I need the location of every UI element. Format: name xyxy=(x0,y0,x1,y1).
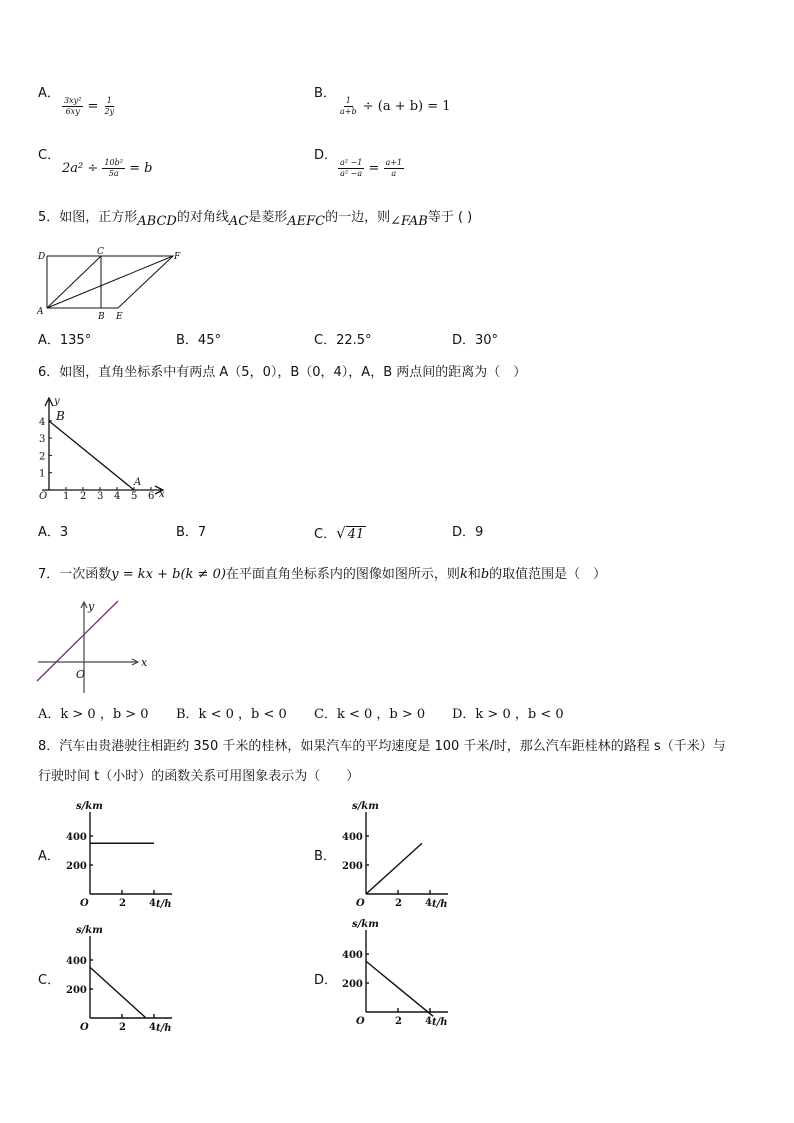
q8-graph-a xyxy=(62,800,192,912)
q7-origin: O xyxy=(76,668,86,681)
q5-label-f: F xyxy=(174,252,181,262)
q4-option-a: A． xyxy=(38,86,60,101)
q8-y-tick-label: 400 xyxy=(342,950,363,961)
q6-option-b: B．7 xyxy=(176,525,207,540)
q6-sqrt: √ 41 xyxy=(336,524,365,542)
q4-option-c: C． xyxy=(38,148,61,163)
q4-a-result: $\frac{1}{2y}$ xyxy=(104,96,115,116)
q4-d-result: $\frac{a+1}{a}$ xyxy=(385,158,403,178)
q6-point-b: B xyxy=(56,409,65,423)
q8-x-tick-label: 2 xyxy=(395,1016,402,1027)
q6-origin: O xyxy=(39,491,48,502)
q6-x-tick-label: 3 xyxy=(97,491,104,502)
q8-y-label: s/km xyxy=(76,801,103,812)
q5-label-e: E xyxy=(116,312,123,322)
q8-y-tick-label: 200 xyxy=(342,861,363,872)
q6-y-tick-label: 2 xyxy=(39,451,46,463)
q8-option-d-label: D． xyxy=(314,973,338,988)
q5-label-c: C xyxy=(97,247,104,257)
q8-x-tick-label: 4 xyxy=(425,1016,432,1027)
q4-d-fraction: $\frac{\text{a² −1}}{\text{a² −a}}$ xyxy=(340,158,363,178)
q8-question-line2: 行驶时间 t（小时）的函数关系可用图象表示为（ ） xyxy=(38,769,360,784)
q8-y-tick-label: 400 xyxy=(342,832,363,843)
q6-x-tick-label: 2 xyxy=(80,491,87,502)
q8-y-label: s/km xyxy=(352,919,379,930)
q8-x-tick-label: 4 xyxy=(149,1022,156,1033)
q5-option-c: C．22.5° xyxy=(314,333,372,348)
q7-option-a: A．k > 0 ，b > 0 xyxy=(38,707,149,722)
q8-origin: O xyxy=(80,1022,89,1033)
q7-option-b: B．k < 0 ，b < 0 xyxy=(176,707,287,722)
q4-option-c-expr: 2a² ÷ $\frac{\text{10b²}}{5a}$ = b xyxy=(62,158,153,178)
q7-option-d: D．k > 0 ，b < 0 xyxy=(452,707,564,722)
q6-figure xyxy=(34,394,170,502)
q8-option-c-label: C． xyxy=(38,973,61,988)
q6-y-tick-label: 4 xyxy=(39,416,46,428)
q8-graph-c xyxy=(62,924,192,1036)
q6-option-a: A．3 xyxy=(38,525,69,540)
q4-option-d-expr: $\frac{\text{a² −1}}{\text{a² −a}}$ = $\frac{a+1}{a}$ xyxy=(340,158,403,178)
q8-x-tick-label: 4 xyxy=(425,898,432,909)
q8-x-tick-label: 2 xyxy=(119,1022,126,1033)
q5-option-a: A．135° xyxy=(38,333,92,348)
q5-option-b: B．45° xyxy=(176,333,221,348)
q7-figure xyxy=(34,596,154,696)
q8-origin: O xyxy=(356,898,365,909)
q8-origin: O xyxy=(80,898,89,909)
q8-x-tick-label: 4 xyxy=(149,898,156,909)
q6-question: 6．如图，直角坐标系中有两点 A（5，0），B（0，4），A，B 两点间的距离为（ ） xyxy=(38,365,527,380)
q5-label-d: D xyxy=(38,252,46,262)
q8-x-label: t/h xyxy=(432,899,448,910)
q8-y-tick-label: 200 xyxy=(66,861,87,872)
q7-x-label: x xyxy=(141,656,148,669)
q8-graph-d xyxy=(338,918,468,1040)
q5-label-a: A xyxy=(37,307,44,317)
q6-option-c: C．√ 41 xyxy=(314,524,365,542)
q8-y-tick-label: 200 xyxy=(342,979,363,990)
q8-y-label: s/km xyxy=(76,925,103,936)
q6-y-label: y xyxy=(54,396,60,407)
q8-y-tick-label: 200 xyxy=(66,985,87,996)
q8-option-a-label: A． xyxy=(38,849,60,864)
q8-y-tick-label: 400 xyxy=(66,832,87,843)
q8-data-line xyxy=(366,843,422,894)
q5-figure xyxy=(34,246,194,322)
q7-y-label: y xyxy=(88,600,95,613)
q8-x-tick-label: 2 xyxy=(395,898,402,909)
q6-point-a: A xyxy=(134,477,142,488)
q5-question: 5．如图，正方形ABCD的对角线AC是菱形AEFC的一边，则∠FAB等于 ( ) xyxy=(38,210,473,229)
q8-x-tick-label: 2 xyxy=(119,898,126,909)
q8-data-line xyxy=(90,967,146,1018)
q8-data-line xyxy=(366,961,433,1016)
q8-x-label: t/h xyxy=(432,1017,448,1028)
q4-b-fraction: $\frac{1}{a+b}$ xyxy=(340,96,357,116)
q5-line-af xyxy=(47,256,173,308)
q5-label-b: B xyxy=(98,312,105,322)
q6-segment-ab xyxy=(49,421,134,490)
q8-x-label: t/h xyxy=(156,1023,172,1034)
q6-option-d: D．9 xyxy=(452,525,484,540)
q6-x-tick-label: 6 xyxy=(148,491,155,502)
q8-y-label: s/km xyxy=(352,801,379,812)
q6-x-tick-label: 5 xyxy=(131,491,138,502)
q4-option-d: D． xyxy=(314,148,338,163)
q7-option-c: C．k < 0 ，b > 0 xyxy=(314,707,426,722)
q4-option-b-expr: $\frac{1}{a+b}$ ÷ (a + b) = 1 xyxy=(340,96,451,116)
q6-x-tick-label: 1 xyxy=(63,491,70,502)
q8-graph-b xyxy=(338,800,468,912)
q8-question-line1: 8．汽车由贵港驶往相距约 350 千米的桂林，如果汽车的平均速度是 100 千米/时，那么汽车距桂林的路程 s（千米）与 xyxy=(38,739,726,754)
q8-x-label: t/h xyxy=(156,899,172,910)
q4-c-fraction: $\frac{\text{10b²}}{5a}$ xyxy=(104,158,123,178)
q4-a-fraction: $\frac{\text{3xy²}}{6xy}$ xyxy=(64,96,82,116)
q4-option-a-expr: $\frac{\text{3xy²}}{6xy}$ = $\frac{1}{2y}$ xyxy=(64,96,115,116)
q6-y-tick-label: 3 xyxy=(39,434,46,446)
q5-option-d: D．30° xyxy=(452,333,499,348)
q6-x-label: x xyxy=(159,489,165,500)
q8-option-b-label: B． xyxy=(314,849,336,864)
q8-origin: O xyxy=(356,1016,365,1027)
q8-y-tick-label: 400 xyxy=(66,956,87,967)
q6-y-tick-label: 1 xyxy=(39,468,46,480)
q6-x-tick-label: 4 xyxy=(114,491,121,502)
q4-option-b: B． xyxy=(314,86,336,101)
q7-question: 7．一次函数y = kx + b(k ≠ 0)在平面直角坐标系内的图像如图所示，则k和b的取值范围是（ ） xyxy=(38,567,607,582)
